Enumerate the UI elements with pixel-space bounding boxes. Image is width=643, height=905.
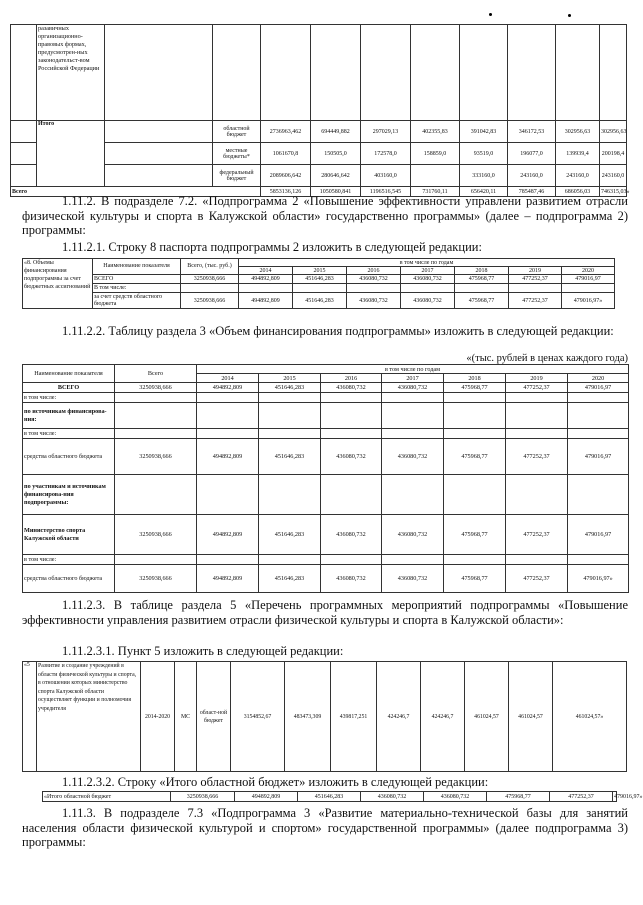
value-cell: 436080,732 [321, 565, 382, 593]
value-cell: 483473,309 [285, 662, 331, 772]
value-cell: 196077,0 [508, 143, 556, 165]
value-cell: 1050580,841 [311, 187, 361, 197]
row-label: ВСЕГО [93, 275, 181, 284]
value-cell: 475968,77 [487, 792, 550, 802]
value-cell: 494892,809 [239, 293, 293, 309]
header-years-group: в том числе по годам [239, 259, 615, 267]
value-cell: 477252,37 [506, 515, 568, 555]
value-cell: 475968,77 [444, 515, 506, 555]
value-cell: 436080,732 [321, 383, 382, 393]
header-name: Наименование показателя [23, 365, 115, 383]
value-cell: 479016,97 [562, 275, 615, 284]
value-cell: 243160,0 [556, 165, 600, 187]
row-label: средства областного бюджета [23, 565, 115, 593]
value-cell: 158859,0 [411, 143, 460, 165]
measure-item-5-table [22, 661, 627, 772]
passport-table [22, 258, 615, 309]
value-cell: 461024,57» [553, 662, 627, 772]
value-cell: 785487,46 [508, 187, 556, 197]
org-forms-cell: разавичных организационно-правовых формах, предусмотрен-ных законодательст-вом Российской Федерации [37, 25, 105, 121]
row-label: Министерство спорта Калужской области [23, 515, 115, 555]
item-period: 2014-2020 [141, 662, 175, 772]
value-cell: 302956,63 [600, 121, 627, 143]
value-cell: 2089606,642 [261, 165, 311, 187]
year-header: 2020 [562, 267, 615, 275]
year-header: 2016 [347, 267, 401, 275]
paragraph-1-11-2: 1.11.2. В подразделе 7.2. «Подпрограмма 2 «Повышение эффективности управлени развитием отрасли физической культуры и спорта в Калужской области» государственно программы» (далее – подпрограмма 2) программы: [22, 194, 628, 237]
value-cell: 451646,283 [293, 293, 347, 309]
year-header: 2017 [401, 267, 455, 275]
value-cell: 2736963,462 [261, 121, 311, 143]
value-cell: 494892,809 [197, 565, 259, 593]
value-cell: 436080,732 [321, 515, 382, 555]
value-cell [411, 165, 460, 187]
value-cell: 1196516,545 [361, 187, 411, 197]
value-cell: 494892,809 [197, 515, 259, 555]
value-cell: 3250938,666 [181, 293, 239, 309]
value-cell: 479016,97 [568, 515, 629, 555]
year-header: 2014 [197, 374, 259, 383]
value-cell: 436080,732 [382, 439, 444, 475]
value-cell: 403160,0 [361, 165, 411, 187]
value-cell: 479016,97 [568, 439, 629, 475]
value-cell: 436080,732 [347, 293, 401, 309]
value-cell: 424246,7 [421, 662, 465, 772]
paragraph-1-11-2-3: 1.11.2.3. В таблице раздела 5 «Перечень программных мероприятий подпрограммы «Повышение эффективности управления развитием отрасли физической культуры и спорта в Калужской области»: [22, 598, 628, 627]
value-cell: 391042,83 [460, 121, 508, 143]
year-header: 2015 [259, 374, 321, 383]
year-header: 2017 [382, 374, 444, 383]
year-header: 2015 [293, 267, 347, 275]
value-cell: 439817,251 [331, 662, 377, 772]
value-cell: 475968,77 [444, 565, 506, 593]
value-cell: 451646,283 [259, 383, 321, 393]
row-label: по участникам и источникам финансирова-ния подпрограммы: [23, 475, 115, 515]
value-cell: 436080,732 [424, 792, 487, 802]
value-cell: 402355,83 [411, 121, 460, 143]
header-total: Всего, (тыс. руб.) [181, 259, 239, 275]
value-cell: 479016,97» [562, 293, 615, 309]
value-cell: 436080,732 [401, 275, 455, 284]
value-cell: 3250938,666 [181, 275, 239, 284]
value-cell: 436080,732 [361, 792, 424, 802]
row-label: ВСЕГО [23, 383, 115, 393]
value-cell: 424246,7 [377, 662, 421, 772]
value-cell: 436080,732 [321, 439, 382, 475]
value-cell: 494892,809 [239, 275, 293, 284]
paragraph-1-11-2-3-1: 1.11.2.3.1. Пункт 5 изложить в следующей редакции: [62, 644, 344, 658]
year-header: 2014 [239, 267, 293, 275]
funding-table-fragment [10, 24, 630, 197]
value-cell: 451646,283 [259, 565, 321, 593]
row-label: средства областного бюджета [23, 439, 115, 475]
value-cell: 5853136,126 [261, 187, 311, 197]
value-cell: 139939,4 [556, 143, 600, 165]
value-cell: 3250938,666 [115, 515, 197, 555]
item-executor: МС [175, 662, 197, 772]
value-cell: 243160,0 [600, 165, 627, 187]
value-cell: 436080,732 [401, 293, 455, 309]
ink-dot [489, 13, 492, 16]
value-cell: 3250938,666 [115, 439, 197, 475]
item-number: «5 [23, 662, 37, 772]
paragraph-1-11-3: 1.11.3. В подразделе 7.3 «Подпрограмма 3 «Развитие материально-технической базы для занятий населения области физической культурой и спортом» государственной программы» (далее подпрограмма 3) программы: [22, 806, 628, 849]
ink-dot [568, 14, 571, 17]
budget-label: федеральный бюджет [213, 165, 261, 187]
paragraph-1-11-2-1: 1.11.2.1. Строку 8 паспорта подпрограммы 2 изложить в следующей редакции: [62, 240, 482, 254]
value-cell: 280646,642 [311, 165, 361, 187]
value-cell: 436080,732 [382, 515, 444, 555]
value-cell: 436080,732 [347, 275, 401, 284]
item-source: област-ной бюджет [197, 662, 231, 772]
value-cell: 731760,11 [411, 187, 460, 197]
value-cell: 243160,0 [508, 165, 556, 187]
financing-table [22, 364, 629, 593]
value-cell: 1061670,8 [261, 143, 311, 165]
value-cell: 477252,37 [509, 293, 562, 309]
value-cell: 451646,283 [259, 515, 321, 555]
value-cell: 346172,53 [508, 121, 556, 143]
row-label: в том числе: [23, 393, 115, 403]
value-cell: 3250938,666 [115, 383, 197, 393]
value-cell: 477252,37 [506, 565, 568, 593]
row-label: «Итого областной бюджет [43, 792, 171, 802]
year-header: 2016 [321, 374, 382, 383]
value-cell: 451646,283 [293, 275, 347, 284]
value-cell: 461024,57 [509, 662, 553, 772]
value-cell: 479016,97 [568, 383, 629, 393]
value-cell: 436080,732 [382, 383, 444, 393]
value-cell: 477252,37 [506, 383, 568, 393]
itogo-label: Итого [37, 121, 105, 187]
row-label: В том числе: [93, 284, 181, 293]
value-cell: 477252,37 [506, 439, 568, 475]
year-header: 2019 [506, 374, 568, 383]
value-cell: 494892,809 [197, 439, 259, 475]
value-cell: 172578,0 [361, 143, 411, 165]
value-cell: 694449,882 [311, 121, 361, 143]
header-name: Наименование показателя [93, 259, 181, 275]
value-cell: 333160,0 [460, 165, 508, 187]
value-cell: 436080,732 [382, 565, 444, 593]
year-header: 2018 [455, 267, 509, 275]
vsego-label: Всего [11, 187, 261, 197]
value-cell: 477252,37 [509, 275, 562, 284]
value-cell: 475968,77 [455, 275, 509, 284]
header-years-group: в том числе по годам [197, 365, 629, 374]
year-header: 2018 [444, 374, 506, 383]
value-cell: 200198,4 [600, 143, 627, 165]
value-cell: 479016,97» [614, 793, 643, 800]
value-cell: 475968,77 [455, 293, 509, 309]
value-cell: 477252,37 [550, 792, 613, 802]
itogo-regional-row [42, 791, 643, 802]
value-cell: 3154852,67 [231, 662, 285, 772]
value-cell: 451646,283 [259, 439, 321, 475]
value-cell: 302956,63 [556, 121, 600, 143]
value-cell: 297029,13 [361, 121, 411, 143]
value-cell: 93519,0 [460, 143, 508, 165]
value-cell: 3250938,666 [171, 792, 235, 802]
value-cell: 746315,03» [601, 188, 630, 195]
row-label: за счет средств областного бюджета [93, 293, 181, 309]
item-description: Развитие и создание учреждений в области физической культуры и спорта, в отношении которых министерство спорта Калужской области осуществляет функции и полномочия учредителя [37, 662, 141, 772]
year-header: 2020 [568, 374, 629, 383]
passport-row-label: «8. Объемы финансирования подпрограммы за счет бюджетных ассигнований [23, 259, 93, 309]
value-cell: 150505,0 [311, 143, 361, 165]
value-cell: 451646,283 [298, 792, 361, 802]
row-label: в том числе: [23, 429, 115, 439]
budget-label: местные бюджеты* [213, 143, 261, 165]
value-cell: 479016,97» [568, 565, 629, 593]
value-cell: 475968,77 [444, 439, 506, 475]
value-cell: 461024,57 [465, 662, 509, 772]
unit-note: «(тыс. рублей в ценах каждого года) [466, 353, 628, 364]
value-cell: 686056,03 [556, 187, 600, 197]
year-header: 2019 [509, 267, 562, 275]
value-cell: 656420,11 [460, 187, 508, 197]
paragraph-1-11-2-3-2: 1.11.2.3.2. Строку «Итого областной бюджет» изложить в следующей редакции: [62, 775, 489, 789]
row-label: по источникам финансирова-ния: [23, 403, 115, 429]
value-cell: 494892,809 [197, 383, 259, 393]
value-cell: 475968,77 [444, 383, 506, 393]
row-label: в том числе: [23, 555, 115, 565]
value-cell: 494892,809 [235, 792, 298, 802]
paragraph-1-11-2-2: 1.11.2.2. Таблицу раздела 3 «Объем финансирования подпрограммы» изложить в следующей редакции: [62, 324, 614, 338]
budget-label: областной бюджет [213, 121, 261, 143]
value-cell: 3250938,666 [115, 565, 197, 593]
header-total: Всего [115, 365, 197, 383]
